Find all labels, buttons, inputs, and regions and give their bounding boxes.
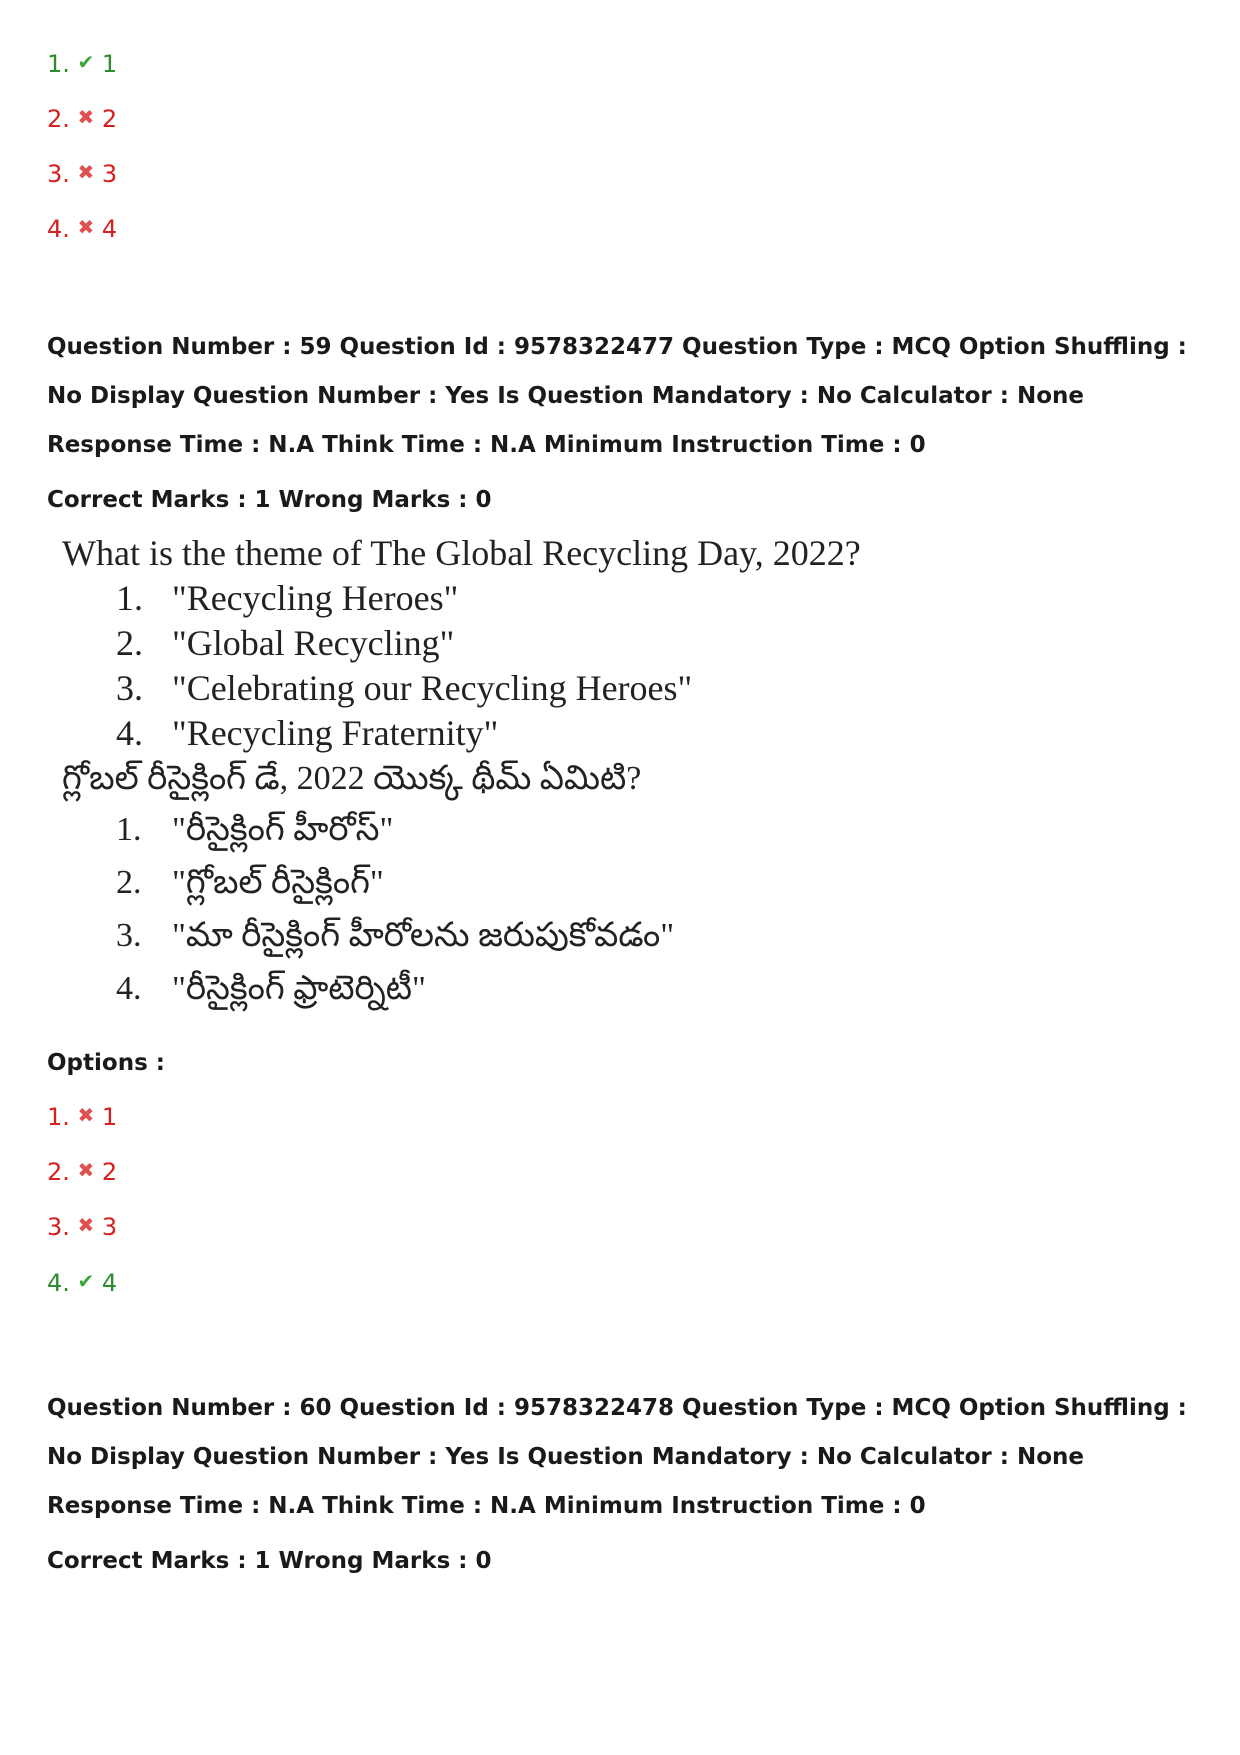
cross-icon: ✖: [77, 160, 95, 184]
q59-option-3: [47, 1210, 117, 1242]
question-59-meta: Question Number : 59 Question Id : 9578322477 Question Type : MCQ Option Shuffling : No Display Question Number : Yes Is Question Mandatory : No Calculator : None Response Time : N.A Think Time : N.A Minimum Instruction Time : 0: [47, 334, 1187, 458]
prev-option-3: [47, 157, 117, 189]
option-number: 4.: [47, 215, 70, 243]
q59-option-2: [47, 1155, 117, 1187]
question-option-english-1: 1. "Recycling Heroes": [116, 578, 459, 618]
option-number: 3.: [47, 1213, 70, 1241]
q59-option-4: [47, 1266, 117, 1298]
cross-icon: ✖: [77, 105, 95, 129]
option-label: 2: [101, 1158, 118, 1186]
question-option-telugu-1: 1. "రీసైక్లింగ్ హీరోస్": [116, 811, 394, 848]
question-59-image: [58, 525, 918, 1015]
question-59-marks: Correct Marks : 1 Wrong Marks : 0: [47, 487, 492, 513]
option-label: 3: [101, 160, 118, 188]
question-option-telugu-3: 3. "మా రీసైక్లింగ్ హీరోలను జరుపుకోవడం": [116, 917, 675, 954]
option-number: 1.: [47, 1103, 70, 1131]
option-label: 3: [101, 1213, 118, 1241]
question-stem-english: What is the theme of The Global Recycling Day, 2022?: [62, 533, 861, 573]
option-label: 1: [101, 1103, 118, 1131]
options-label: Options :: [47, 1050, 165, 1076]
option-number: 2.: [47, 1158, 70, 1186]
option-label: 4: [101, 1269, 118, 1297]
prev-option-2: [47, 102, 117, 134]
prev-option-1: [47, 47, 117, 79]
option-number: 3.: [47, 160, 70, 188]
question-option-english-3: 3. "Celebrating our Recycling Heroes": [116, 668, 693, 708]
option-label: 4: [101, 215, 118, 243]
question-option-english-4: 4. "Recycling Fraternity": [116, 713, 499, 753]
cross-icon: ✖: [77, 215, 95, 239]
q59-option-1: [47, 1100, 117, 1132]
question-60-meta: Question Number : 60 Question Id : 9578322478 Question Type : MCQ Option Shuffling : No Display Question Number : Yes Is Question Mandatory : No Calculator : None Response Time : N.A Think Time : N.A Minimum Instruction Time : 0: [47, 1395, 1187, 1519]
question-option-telugu-4: 4. "రీసైక్లింగ్ ఫ్రాటెర్నిటీ": [116, 970, 426, 1007]
question-stem-telugu: గ్లోబల్ రీసైక్లింగ్ డే, 2022 యొక్క థీమ్ ఏమిటి?: [62, 760, 642, 797]
option-number: 2.: [47, 105, 70, 133]
cross-icon: ✖: [77, 1213, 95, 1237]
check-icon: ✔: [77, 50, 95, 74]
option-label: 1: [101, 50, 118, 78]
question-60-marks: Correct Marks : 1 Wrong Marks : 0: [47, 1548, 492, 1574]
question-option-telugu-2: 2. "గ్లోబల్ రీసైక్లింగ్": [116, 864, 384, 901]
cross-icon: ✖: [77, 1158, 95, 1182]
option-number: 4.: [47, 1269, 70, 1297]
cross-icon: ✖: [77, 1103, 95, 1127]
check-icon: ✔: [77, 1269, 95, 1293]
prev-option-4: [47, 212, 117, 244]
option-number: 1.: [47, 50, 70, 78]
question-option-english-2: 2. "Global Recycling": [116, 623, 455, 663]
option-label: 2: [101, 105, 118, 133]
